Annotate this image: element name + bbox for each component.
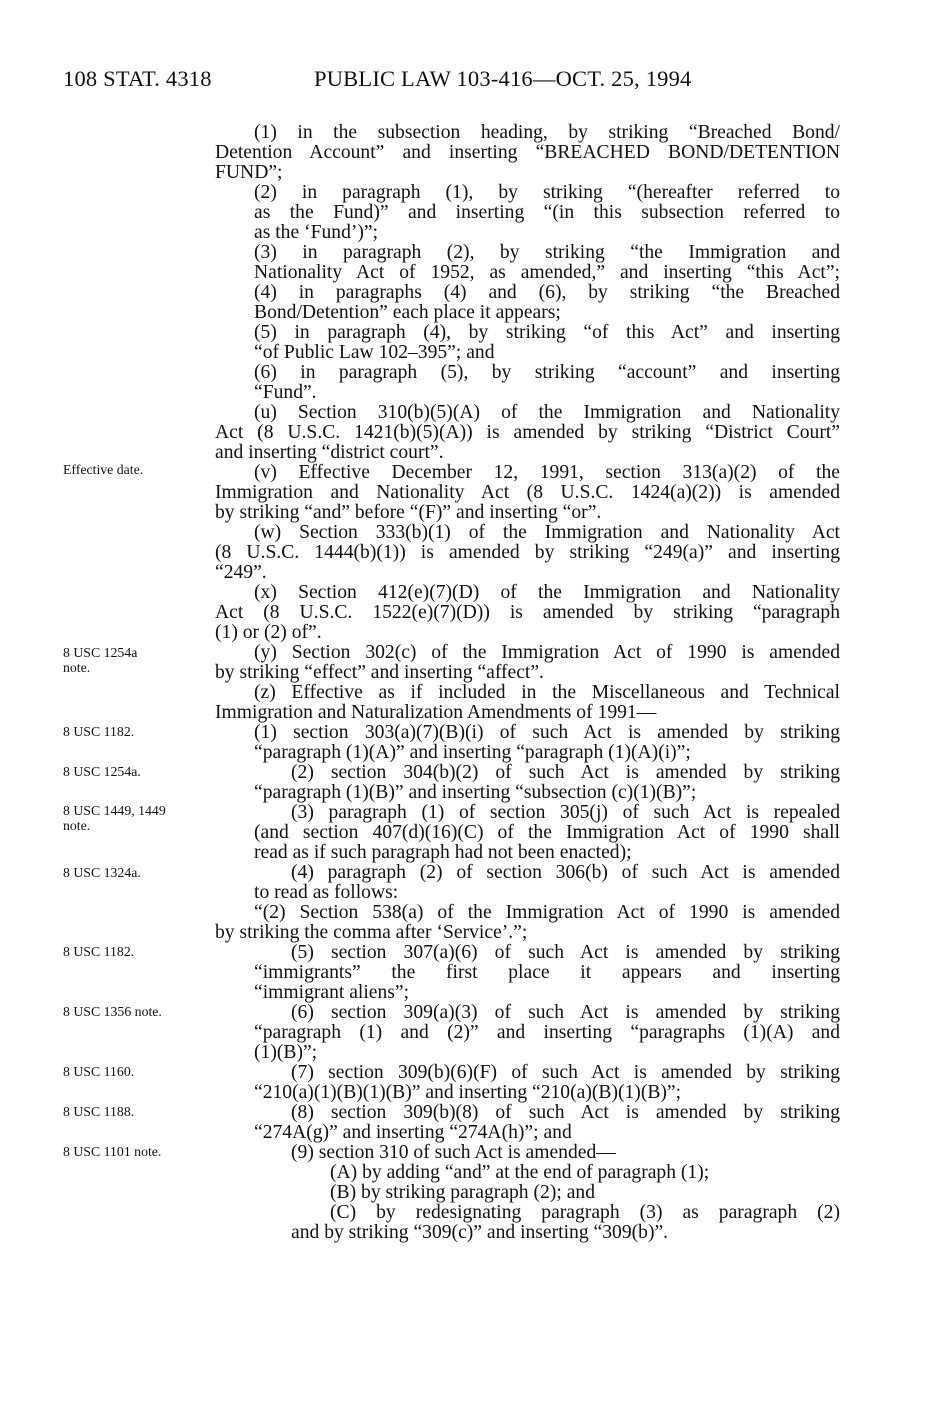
text-line: (4) in paragraphs (4) and (6), by striking “the Breached: [254, 282, 840, 303]
text-line: read as if such paragraph had not been enacted);: [254, 842, 632, 863]
text-line: (u) Section 310(b)(5)(A) of the Immigration and Nationality: [254, 402, 840, 423]
text-line: (1)(B)”;: [254, 1042, 318, 1063]
margin-note: 8 USC 1160.: [63, 1064, 135, 1079]
text-line: “Fund”.: [254, 382, 317, 403]
text-line: “210(a)(1)(B)(1)(B)” and inserting “210(a)(B)(1)(B)”;: [254, 1082, 682, 1103]
text-line: as the Fund)” and inserting “(in this subsection referred to: [254, 202, 840, 223]
text-line: “paragraph (1)(A)” and inserting “paragraph (1)(A)(i)”;: [254, 742, 691, 763]
margin-note: 8 USC 1254a: [63, 645, 138, 660]
text-line: (v) Effective December 12, 1991, section 313(a)(2) of the: [254, 462, 840, 483]
text-line: (x) Section 412(e)(7)(D) of the Immigration and Nationality: [254, 582, 840, 603]
text-line: “of Public Law 102–395”; and: [254, 342, 495, 363]
text-line: (5) in paragraph (4), by striking “of this Act” and inserting: [254, 322, 840, 343]
text-line: “immigrant aliens”;: [254, 982, 410, 1003]
text-line: (2) section 304(b)(2) of such Act is amended by striking: [291, 762, 840, 783]
text-line: as the ‘Fund’)”;: [254, 222, 379, 243]
margin-note: 8 USC 1449, 1449: [63, 803, 166, 818]
text-line: and by striking “309(c)” and inserting “309(b)”.: [291, 1222, 669, 1243]
text-line: Immigration and Nationality Act (8 U.S.C. 1424(a)(2)) is amended: [215, 482, 840, 503]
text-line: by striking “effect” and inserting “affect”.: [215, 662, 544, 683]
text-line: (6) in paragraph (5), by striking “account” and inserting: [254, 362, 840, 383]
text-line: (w) Section 333(b)(1) of the Immigration and Nationality Act: [254, 522, 840, 543]
text-line: Nationality Act of 1952, as amended,” and inserting “this Act”;: [254, 262, 840, 283]
text-line: to read as follows:: [254, 882, 399, 903]
statute-page-number: 108 STAT. 4318: [63, 66, 212, 91]
text-line: “paragraph (1) and (2)” and inserting “paragraphs (1)(A) and: [254, 1022, 840, 1043]
text-line: (8) section 309(b)(8) of such Act is amended by striking: [291, 1102, 840, 1123]
text-line: “paragraph (1)(B)” and inserting “subsection (c)(1)(B)”;: [254, 782, 697, 803]
text-line: (7) section 309(b)(6)(F) of such Act is amended by striking: [291, 1062, 840, 1083]
text-line: (B) by striking paragraph (2); and: [330, 1182, 595, 1203]
text-line: Immigration and Naturalization Amendments of 1991—: [215, 702, 657, 723]
text-line: (A) by adding “and” at the end of paragraph (1);: [330, 1162, 710, 1183]
text-line: (4) paragraph (2) of section 306(b) of such Act is amended: [291, 862, 840, 883]
margin-note: 8 USC 1101 note.: [63, 1144, 162, 1159]
margin-note: Effective date.: [63, 462, 144, 477]
text-line: (9) section 310 of such Act is amended—: [291, 1142, 616, 1163]
margin-note: 8 USC 1188.: [63, 1104, 135, 1119]
text-line: (3) paragraph (1) of section 305(j) of such Act is repealed: [291, 802, 840, 823]
text-line: “immigrants” the first place it appears and inserting: [254, 962, 840, 983]
text-line: and inserting “district court”.: [215, 442, 444, 463]
text-line: (y) Section 302(c) of the Immigration Act of 1990 is amended: [254, 642, 840, 663]
text-line: Act (8 U.S.C. 1421(b)(5)(A)) is amended by striking “District Court”: [215, 422, 840, 443]
text-line: (1) in the subsection heading, by striking “Breached Bond/: [254, 122, 840, 143]
text-line: (z) Effective as if included in the Miscellaneous and Technical: [254, 682, 840, 703]
margin-note: note.: [63, 818, 91, 833]
text-line: Bond/Detention” each place it appears;: [254, 302, 561, 323]
public-law-title: PUBLIC LAW 103-416—OCT. 25, 1994: [314, 66, 692, 91]
text-line: (C) by redesignating paragraph (3) as paragraph (2): [330, 1202, 840, 1223]
text-line: (6) section 309(a)(3) of such Act is amended by striking: [291, 1002, 840, 1023]
text-line: (8 U.S.C. 1444(b)(1)) is amended by striking “249(a)” and inserting: [215, 542, 840, 563]
margin-note: 8 USC 1324a.: [63, 865, 141, 880]
text-line: (3) in paragraph (2), by striking “the Immigration and: [254, 242, 840, 263]
text-line: Act (8 U.S.C. 1522(e)(7)(D)) is amended by striking “paragraph: [215, 602, 840, 623]
text-line: FUND”;: [215, 162, 283, 183]
text-line: by striking the comma after ‘Service’.”;: [215, 922, 528, 943]
margin-note: 8 USC 1356 note.: [63, 1004, 162, 1019]
margin-note: note.: [63, 660, 91, 675]
text-line: by striking “and” before “(F)” and inserting “or”.: [215, 502, 602, 523]
text-line: “(2) Section 538(a) of the Immigration Act of 1990 is amended: [254, 902, 840, 923]
margin-note: 8 USC 1182.: [63, 944, 135, 959]
text-line: (1) section 303(a)(7)(B)(i) of such Act is amended by striking: [254, 722, 840, 743]
text-line: (and section 407(d)(16)(C) of the Immigration Act of 1990 shall: [254, 822, 840, 843]
margin-note: 8 USC 1254a.: [63, 764, 141, 779]
text-line: (2) in paragraph (1), by striking “(hereafter referred to: [254, 182, 840, 203]
text-line: (5) section 307(a)(6) of such Act is amended by striking: [291, 942, 840, 963]
text-line: “249”.: [215, 562, 267, 583]
text-line: “274A(g)” and inserting “274A(h)”; and: [254, 1122, 572, 1143]
text-line: Detention Account” and inserting “BREACHED BOND/DETENTION: [215, 142, 840, 163]
margin-note: 8 USC 1182.: [63, 724, 135, 739]
text-line: (1) or (2) of”.: [215, 622, 322, 643]
